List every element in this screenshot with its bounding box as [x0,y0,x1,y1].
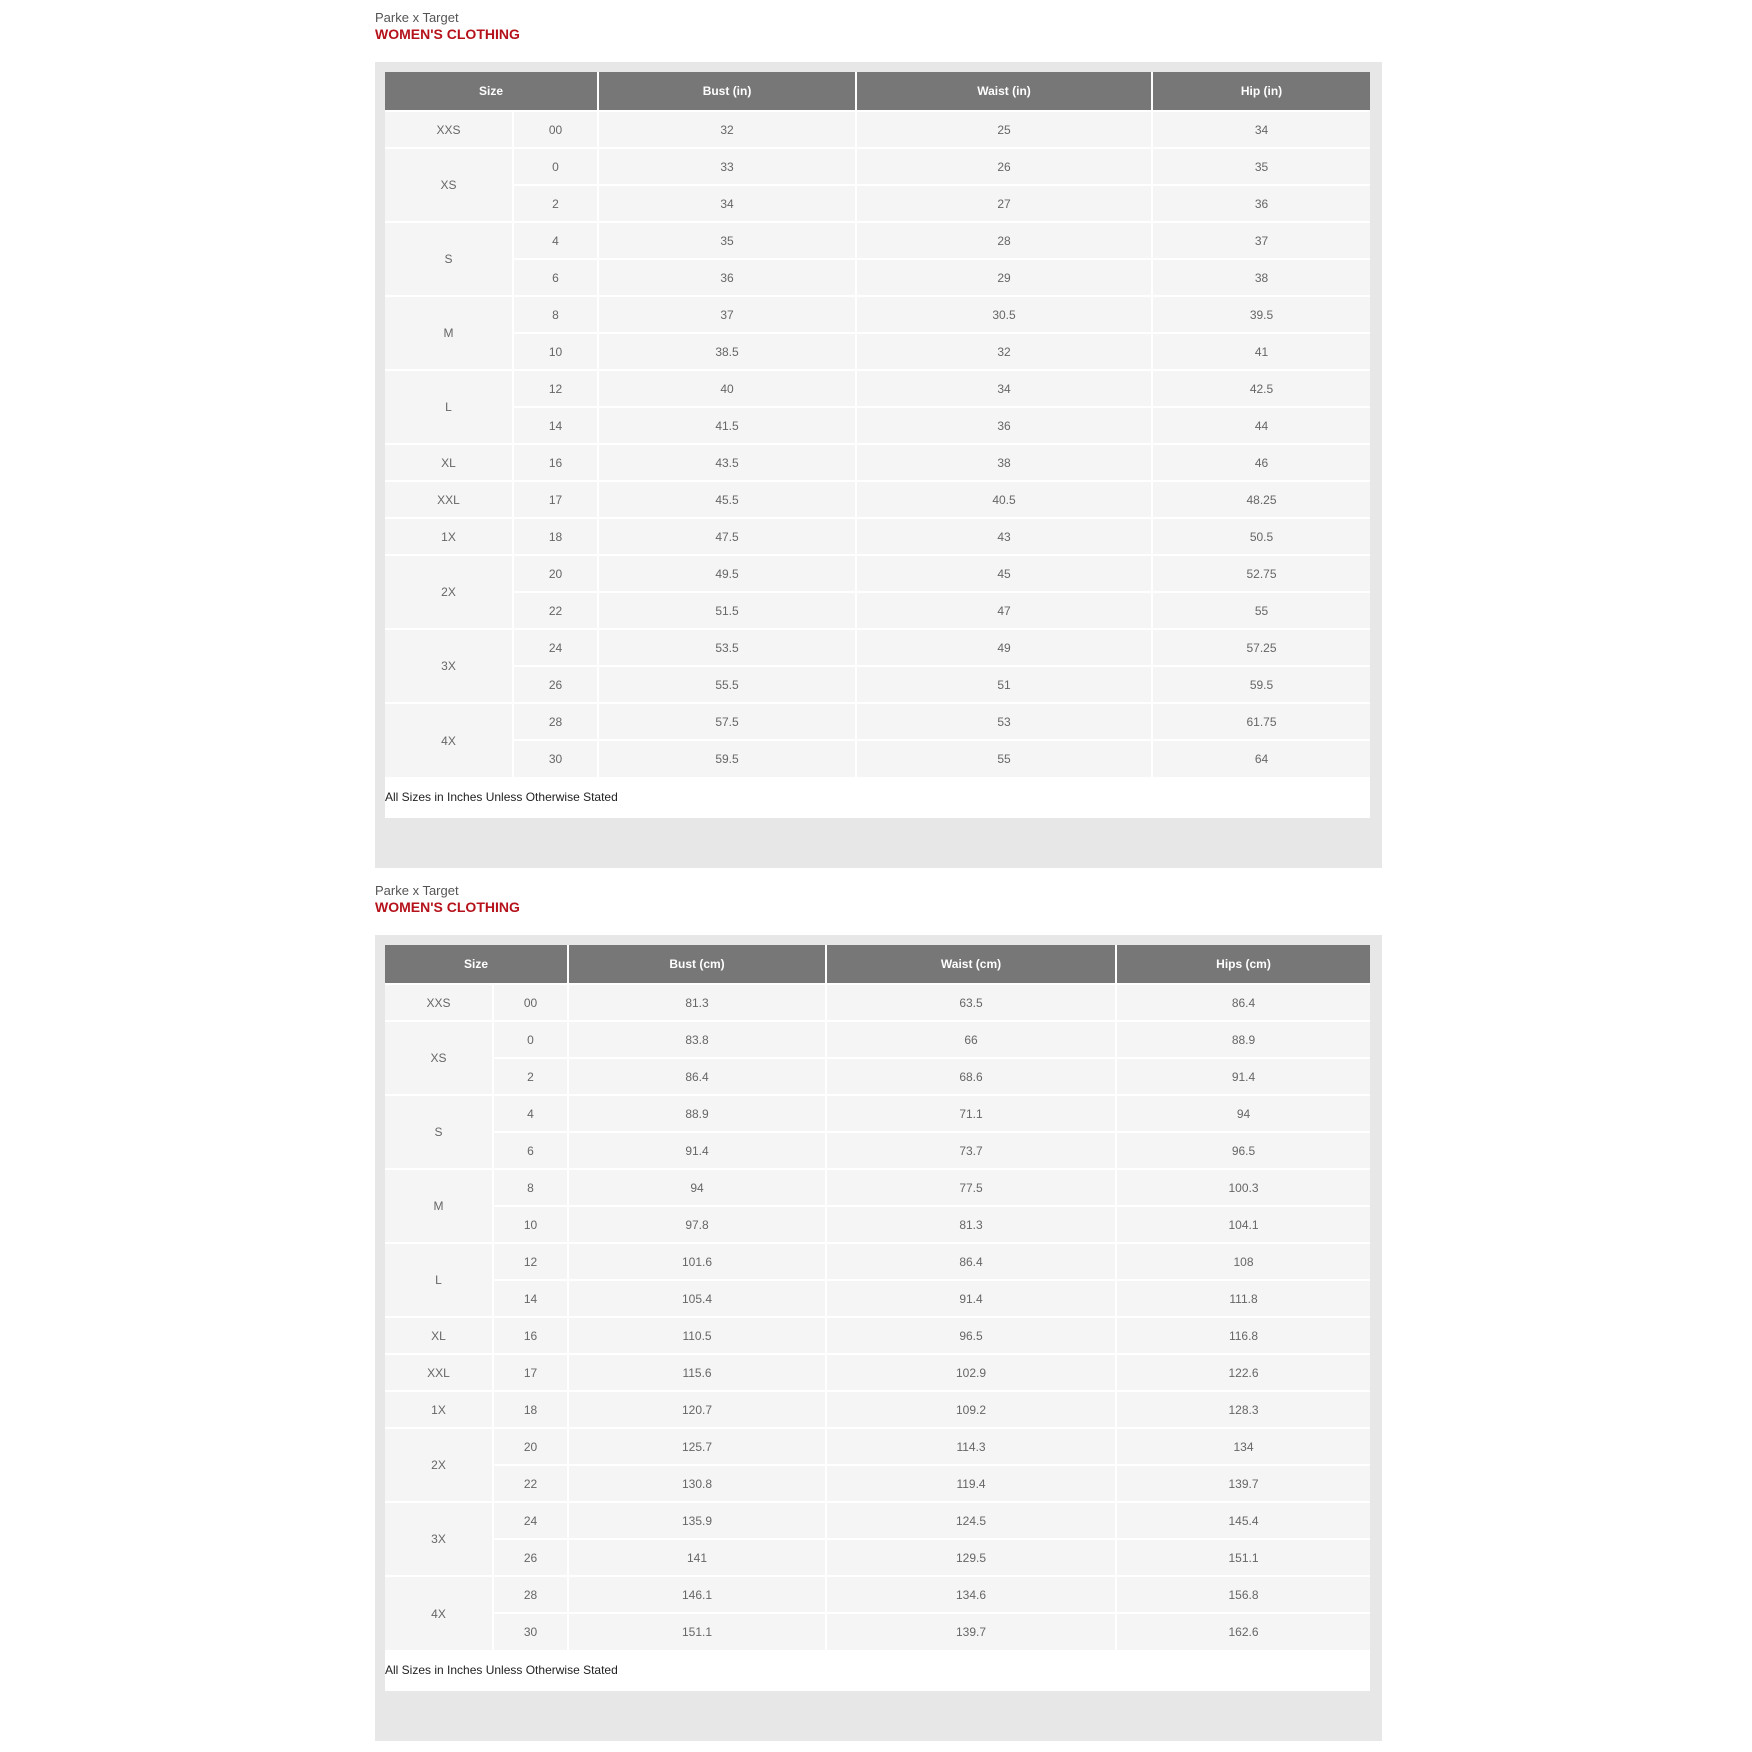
bust-cell: 59.5 [598,740,856,777]
size-number-cell: 18 [513,518,598,555]
size-number-cell: 30 [513,740,598,777]
hip-cell: 35 [1152,148,1370,185]
waist-cell: 119.4 [826,1465,1116,1502]
size-number-cell: 12 [493,1243,568,1280]
size-number-cell: 00 [493,984,568,1021]
hip-cell: 156.8 [1116,1576,1370,1613]
table-row [385,148,1370,185]
size-number-cell: 4 [513,222,598,259]
bust-cell: 101.6 [568,1243,826,1280]
hip-cell: 61.75 [1152,703,1370,740]
size-letter-cell: XS [385,1021,493,1095]
bust-cell: 91.4 [568,1132,826,1169]
size-number-cell: 20 [513,555,598,592]
hip-cell: 52.75 [1152,555,1370,592]
size-number-cell: 8 [513,296,598,333]
header-hip: Hip (in) [1152,72,1370,111]
table-row [385,407,1370,444]
hip-cell: 86.4 [1116,984,1370,1021]
bust-cell: 120.7 [568,1391,826,1428]
bust-cell: 37 [598,296,856,333]
size-chart-panel [375,935,1382,1741]
size-letter-cell: 4X [385,703,513,777]
hip-cell: 36 [1152,185,1370,222]
waist-cell: 45 [856,555,1152,592]
waist-cell: 29 [856,259,1152,296]
table-row [385,1428,1370,1465]
hip-cell: 104.1 [1116,1206,1370,1243]
size-letter-cell: 4X [385,1576,493,1650]
table-row [385,1576,1370,1613]
size-letter-cell: 2X [385,1428,493,1502]
brand-label: Parke x Target [375,10,459,25]
bust-cell: 88.9 [568,1095,826,1132]
table-row [385,703,1370,740]
bust-cell: 141 [568,1539,826,1576]
table-row [385,1317,1370,1354]
table-row [385,629,1370,666]
size-number-cell: 8 [493,1169,568,1206]
size-letter-cell: XXS [385,984,493,1021]
size-number-cell: 17 [513,481,598,518]
size-number-cell: 14 [493,1280,568,1317]
size-letter-cell: M [385,1169,493,1243]
header-waist: Waist (in) [856,72,1152,111]
size-number-cell: 0 [493,1021,568,1058]
size-letter-cell: XXL [385,481,513,518]
bust-cell: 110.5 [568,1317,826,1354]
hip-cell: 41 [1152,333,1370,370]
hip-cell: 111.8 [1116,1280,1370,1317]
table-row [385,666,1370,703]
size-number-cell: 2 [493,1058,568,1095]
size-letter-cell: 1X [385,1391,493,1428]
header-bust: Bust (cm) [568,945,826,984]
size-table [385,945,1370,1650]
table-row [385,481,1370,518]
hip-cell: 96.5 [1116,1132,1370,1169]
bust-cell: 57.5 [598,703,856,740]
waist-cell: 55 [856,740,1152,777]
size-number-cell: 2 [513,185,598,222]
hip-cell: 57.25 [1152,629,1370,666]
bust-cell: 81.3 [568,984,826,1021]
table-row [385,984,1370,1021]
waist-cell: 66 [826,1021,1116,1058]
hip-cell: 34 [1152,111,1370,148]
hip-cell: 128.3 [1116,1391,1370,1428]
waist-cell: 71.1 [826,1095,1116,1132]
hip-cell: 39.5 [1152,296,1370,333]
hip-cell: 108 [1116,1243,1370,1280]
size-number-cell: 24 [513,629,598,666]
table-header-row [385,945,1370,984]
size-number-cell: 10 [493,1206,568,1243]
size-letter-cell: L [385,370,513,444]
table-row [385,1095,1370,1132]
size-number-cell: 22 [513,592,598,629]
table-row [385,1391,1370,1428]
table-row [385,296,1370,333]
table-row [385,1354,1370,1391]
size-letter-cell: XXL [385,1354,493,1391]
size-letter-cell: 3X [385,1502,493,1576]
waist-cell: 38 [856,444,1152,481]
size-letter-cell: S [385,222,513,296]
waist-cell: 73.7 [826,1132,1116,1169]
table-row [385,740,1370,777]
bust-cell: 51.5 [598,592,856,629]
bust-cell: 36 [598,259,856,296]
hip-cell: 88.9 [1116,1021,1370,1058]
bust-cell: 135.9 [568,1502,826,1539]
table-row [385,1539,1370,1576]
bust-cell: 35 [598,222,856,259]
table-row [385,1280,1370,1317]
waist-cell: 30.5 [856,296,1152,333]
table-row [385,1502,1370,1539]
table-row [385,1613,1370,1650]
table-body [385,984,1370,1650]
bust-cell: 40 [598,370,856,407]
size-number-cell: 12 [513,370,598,407]
hip-cell: 37 [1152,222,1370,259]
hip-cell: 100.3 [1116,1169,1370,1206]
table-row [385,222,1370,259]
hip-cell: 151.1 [1116,1539,1370,1576]
units-note: All Sizes in Inches Unless Otherwise Stated [385,777,1370,818]
size-number-cell: 30 [493,1613,568,1650]
size-letter-cell: 2X [385,555,513,629]
waist-cell: 102.9 [826,1354,1116,1391]
table-row [385,185,1370,222]
size-number-cell: 26 [493,1539,568,1576]
hip-cell: 134 [1116,1428,1370,1465]
waist-cell: 86.4 [826,1243,1116,1280]
size-letter-cell: XL [385,1317,493,1354]
waist-cell: 49 [856,629,1152,666]
table-body [385,111,1370,777]
table-row [385,333,1370,370]
table-header-row [385,72,1370,111]
waist-cell: 47 [856,592,1152,629]
waist-cell: 109.2 [826,1391,1116,1428]
size-number-cell: 28 [513,703,598,740]
bust-cell: 115.6 [568,1354,826,1391]
size-chart-panel [375,62,1382,868]
size-letter-cell: XS [385,148,513,222]
waist-cell: 36 [856,407,1152,444]
table-row [385,370,1370,407]
bust-cell: 146.1 [568,1576,826,1613]
size-number-cell: 6 [493,1132,568,1169]
size-letter-cell: S [385,1095,493,1169]
bust-cell: 105.4 [568,1280,826,1317]
header-size: Size [385,945,568,984]
bust-cell: 83.8 [568,1021,826,1058]
size-chart-inches-section [375,10,1382,804]
hip-cell: 46 [1152,444,1370,481]
hip-cell: 91.4 [1116,1058,1370,1095]
size-number-cell: 00 [513,111,598,148]
waist-cell: 139.7 [826,1613,1116,1650]
size-number-cell: 16 [493,1317,568,1354]
section-title: WOMEN'S CLOTHING [375,899,520,915]
bust-cell: 94 [568,1169,826,1206]
header-bust: Bust (in) [598,72,856,111]
bust-cell: 38.5 [598,333,856,370]
waist-cell: 129.5 [826,1539,1116,1576]
size-letter-cell: 3X [385,629,513,703]
waist-cell: 68.6 [826,1058,1116,1095]
table-row [385,518,1370,555]
waist-cell: 53 [856,703,1152,740]
bust-cell: 53.5 [598,629,856,666]
hip-cell: 48.25 [1152,481,1370,518]
size-chart-cm-section [375,883,1382,1677]
table-row [385,1021,1370,1058]
units-note: All Sizes in Inches Unless Otherwise Stated [385,1650,1370,1691]
size-number-cell: 4 [493,1095,568,1132]
header-waist: Waist (cm) [826,945,1116,984]
size-number-cell: 22 [493,1465,568,1502]
bust-cell: 33 [598,148,856,185]
size-letter-cell: XXS [385,111,513,148]
waist-cell: 114.3 [826,1428,1116,1465]
table-row [385,1169,1370,1206]
size-table [385,72,1370,777]
hip-cell: 162.6 [1116,1613,1370,1650]
hip-cell: 42.5 [1152,370,1370,407]
size-number-cell: 14 [513,407,598,444]
bust-cell: 32 [598,111,856,148]
size-number-cell: 18 [493,1391,568,1428]
bust-cell: 55.5 [598,666,856,703]
waist-cell: 134.6 [826,1576,1116,1613]
waist-cell: 27 [856,185,1152,222]
waist-cell: 34 [856,370,1152,407]
waist-cell: 63.5 [826,984,1116,1021]
table-row [385,1243,1370,1280]
header-size: Size [385,72,598,111]
bust-cell: 86.4 [568,1058,826,1095]
waist-cell: 43 [856,518,1152,555]
bust-cell: 34 [598,185,856,222]
hip-cell: 139.7 [1116,1465,1370,1502]
hip-cell: 44 [1152,407,1370,444]
bust-cell: 47.5 [598,518,856,555]
size-letter-cell: L [385,1243,493,1317]
bust-cell: 97.8 [568,1206,826,1243]
waist-cell: 32 [856,333,1152,370]
table-row [385,1465,1370,1502]
hip-cell: 94 [1116,1095,1370,1132]
size-number-cell: 20 [493,1428,568,1465]
table-row [385,555,1370,592]
hip-cell: 122.6 [1116,1354,1370,1391]
hip-cell: 50.5 [1152,518,1370,555]
bust-cell: 151.1 [568,1613,826,1650]
table-row [385,444,1370,481]
hip-cell: 64 [1152,740,1370,777]
size-letter-cell: 1X [385,518,513,555]
waist-cell: 25 [856,111,1152,148]
waist-cell: 81.3 [826,1206,1116,1243]
table-row [385,111,1370,148]
table-row [385,1058,1370,1095]
size-number-cell: 17 [493,1354,568,1391]
hip-cell: 145.4 [1116,1502,1370,1539]
bust-cell: 125.7 [568,1428,826,1465]
bust-cell: 130.8 [568,1465,826,1502]
table-row [385,592,1370,629]
size-number-cell: 10 [513,333,598,370]
size-number-cell: 0 [513,148,598,185]
waist-cell: 51 [856,666,1152,703]
table-row [385,1132,1370,1169]
waist-cell: 40.5 [856,481,1152,518]
section-title: WOMEN'S CLOTHING [375,26,520,42]
hip-cell: 55 [1152,592,1370,629]
size-number-cell: 26 [513,666,598,703]
waist-cell: 91.4 [826,1280,1116,1317]
bust-cell: 45.5 [598,481,856,518]
brand-label: Parke x Target [375,883,459,898]
table-row [385,1206,1370,1243]
waist-cell: 77.5 [826,1169,1116,1206]
waist-cell: 28 [856,222,1152,259]
table-row [385,259,1370,296]
bust-cell: 49.5 [598,555,856,592]
size-number-cell: 24 [493,1502,568,1539]
hip-cell: 116.8 [1116,1317,1370,1354]
bust-cell: 43.5 [598,444,856,481]
waist-cell: 124.5 [826,1502,1116,1539]
waist-cell: 26 [856,148,1152,185]
size-number-cell: 16 [513,444,598,481]
hip-cell: 38 [1152,259,1370,296]
bust-cell: 41.5 [598,407,856,444]
waist-cell: 96.5 [826,1317,1116,1354]
size-letter-cell: XL [385,444,513,481]
size-number-cell: 28 [493,1576,568,1613]
header-hip: Hips (cm) [1116,945,1370,984]
hip-cell: 59.5 [1152,666,1370,703]
size-letter-cell: M [385,296,513,370]
size-number-cell: 6 [513,259,598,296]
